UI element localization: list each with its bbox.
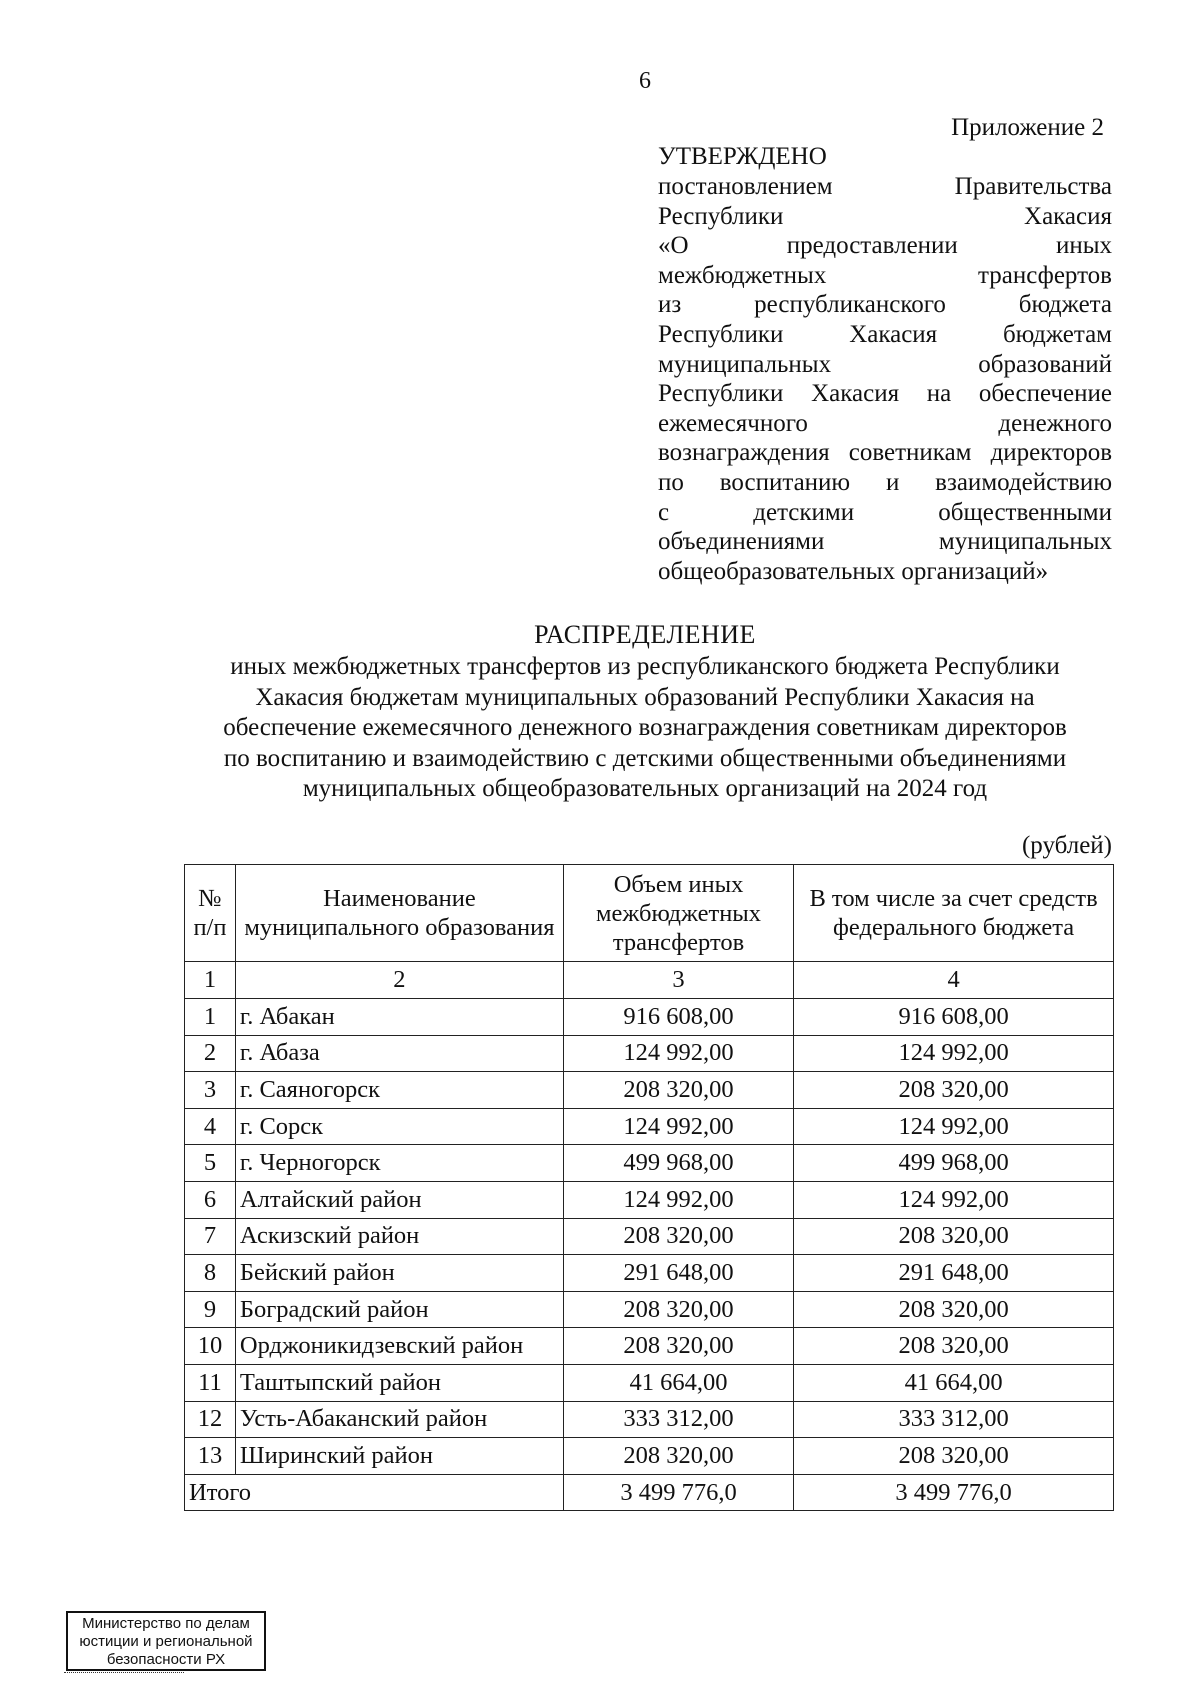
approval-line: по воспитанию и взаимодействию bbox=[658, 468, 1112, 496]
approval-line: «О предоставлении иных bbox=[658, 232, 1112, 260]
row-number: 9 bbox=[185, 1291, 236, 1328]
row-number: 1 bbox=[185, 999, 236, 1036]
federal-share: 208 320,00 bbox=[794, 1218, 1114, 1255]
federal-share: 291 648,00 bbox=[794, 1255, 1114, 1292]
federal-share: 41 664,00 bbox=[794, 1364, 1114, 1401]
stamp-line: Министерство по делам bbox=[82, 1615, 250, 1632]
federal-share: 333 312,00 bbox=[794, 1401, 1114, 1438]
municipality-name: Усть-Абаканский район bbox=[235, 1401, 563, 1438]
approval-line: Республики Хакасия бюджетам bbox=[658, 320, 1112, 348]
header-federal: В том числе за счет средств федерального бюджета bbox=[794, 865, 1114, 962]
table-row bbox=[185, 1145, 1114, 1182]
approval-line: муниципальных образований bbox=[658, 350, 1112, 378]
row-number: 2 bbox=[185, 1035, 236, 1072]
approval-line: постановлением Правительства bbox=[658, 173, 1112, 200]
distribution-title: РАСПРЕДЕЛЕНИЕ bbox=[534, 620, 756, 649]
approval-line: с детскими общественными bbox=[658, 498, 1112, 526]
transfer-volume: 291 648,00 bbox=[563, 1255, 793, 1292]
table-row bbox=[185, 1035, 1114, 1072]
header-volume: Объем иных межбюджетных трансфертов bbox=[563, 865, 793, 962]
approval-line: Республики Хакасия на обеспечение bbox=[658, 380, 1112, 408]
approval-line: Республики Хакасия bbox=[658, 202, 1112, 230]
approval-line: общеобразовательных организаций» bbox=[658, 557, 1049, 585]
column-index: 3 bbox=[563, 962, 793, 999]
approval-line: ежемесячного денежного bbox=[658, 409, 1112, 437]
transfer-volume: 208 320,00 bbox=[563, 1328, 793, 1365]
municipality-name: Ширинский район bbox=[235, 1438, 563, 1475]
municipality-name: г. Саяногорск bbox=[235, 1072, 563, 1109]
subtitle-line: по воспитанию и взаимодействию с детскими общественными объединениями bbox=[223, 744, 1067, 772]
municipality-name: г. Абакан bbox=[235, 999, 563, 1036]
table-total-row bbox=[185, 1474, 1114, 1511]
row-number: 11 bbox=[185, 1364, 236, 1401]
total-label: Итого bbox=[185, 1474, 564, 1511]
row-number: 6 bbox=[185, 1181, 236, 1218]
municipality-name: Боградский район bbox=[235, 1291, 563, 1328]
federal-share: 208 320,00 bbox=[794, 1072, 1114, 1109]
stamp-line: безопасности РХ bbox=[106, 1651, 226, 1668]
appendix-label: Приложение 2 bbox=[951, 114, 1104, 141]
transfer-volume: 124 992,00 bbox=[563, 1181, 793, 1218]
federal-share: 208 320,00 bbox=[794, 1291, 1114, 1328]
row-number: 7 bbox=[185, 1218, 236, 1255]
table-row bbox=[185, 1401, 1114, 1438]
table-header-row bbox=[185, 865, 1114, 962]
header-name: Наименование муниципального образования bbox=[235, 865, 563, 962]
subtitle-line: иных межбюджетных трансфертов из республиканского бюджета Республики bbox=[230, 653, 1060, 680]
municipality-name: Таштыпский район bbox=[235, 1364, 563, 1401]
transfer-volume: 208 320,00 bbox=[563, 1438, 793, 1475]
municipality-name: г. Сорск bbox=[235, 1108, 563, 1145]
federal-share: 208 320,00 bbox=[794, 1328, 1114, 1365]
row-number: 13 bbox=[185, 1438, 236, 1475]
approval-line: вознаграждения советникам директоров bbox=[658, 439, 1112, 467]
table-row bbox=[185, 999, 1114, 1036]
municipality-name: Бейский район bbox=[235, 1255, 563, 1292]
table-row bbox=[185, 1328, 1114, 1365]
transfer-volume: 208 320,00 bbox=[563, 1218, 793, 1255]
table-row bbox=[185, 1181, 1114, 1218]
municipality-name: г. Черногорск bbox=[235, 1145, 563, 1182]
transfer-volume: 208 320,00 bbox=[563, 1072, 793, 1109]
column-index: 2 bbox=[235, 962, 563, 999]
row-number: 5 bbox=[185, 1145, 236, 1182]
approval-line: из республиканского бюджета bbox=[658, 291, 1112, 319]
column-index: 1 bbox=[185, 962, 236, 999]
row-number: 3 bbox=[185, 1072, 236, 1109]
table-row bbox=[185, 1291, 1114, 1328]
federal-share: 499 968,00 bbox=[794, 1145, 1114, 1182]
transfer-volume: 41 664,00 bbox=[563, 1364, 793, 1401]
column-index-row bbox=[185, 962, 1114, 999]
federal-share: 124 992,00 bbox=[794, 1108, 1114, 1145]
row-number: 10 bbox=[185, 1328, 236, 1365]
table-row bbox=[185, 1255, 1114, 1292]
transfer-volume: 124 992,00 bbox=[563, 1108, 793, 1145]
federal-share: 916 608,00 bbox=[794, 999, 1114, 1036]
stamp-line: юстиции и региональной bbox=[79, 1633, 253, 1650]
header-num: № п/п bbox=[185, 865, 236, 962]
subtitle-line: обеспечение ежемесячного денежного вознаграждения советникам директоров bbox=[223, 714, 1067, 741]
subtitle-line: муниципальных общеобразовательных организаций на 2024 год bbox=[302, 775, 988, 802]
approval-block bbox=[658, 142, 1112, 586]
total-volume: 3 499 776,0 bbox=[563, 1474, 793, 1511]
units-label: (рублей) bbox=[1021, 832, 1112, 859]
transfer-volume: 499 968,00 bbox=[563, 1145, 793, 1182]
transfer-volume: 208 320,00 bbox=[563, 1291, 793, 1328]
table-row bbox=[185, 1108, 1114, 1145]
subtitle-line: Хакасия бюджетам муниципальных образований Республики Хакасия на bbox=[255, 683, 1035, 711]
distribution-table bbox=[184, 864, 1114, 1511]
table-row bbox=[185, 1364, 1114, 1401]
stamp-underline bbox=[64, 1672, 184, 1674]
table-row bbox=[185, 1438, 1114, 1475]
federal-share: 124 992,00 bbox=[794, 1035, 1114, 1072]
distribution-subtitle bbox=[140, 652, 1150, 805]
table-row bbox=[185, 1072, 1114, 1109]
row-number: 4 bbox=[185, 1108, 236, 1145]
table-row bbox=[185, 1218, 1114, 1255]
row-number: 12 bbox=[185, 1401, 236, 1438]
federal-share: 124 992,00 bbox=[794, 1181, 1114, 1218]
transfer-volume: 124 992,00 bbox=[563, 1035, 793, 1072]
municipality-name: Аскизский район bbox=[235, 1218, 563, 1255]
approval-title: УТВЕРЖДЕНО bbox=[658, 143, 827, 170]
municipality-name: г. Абаза bbox=[235, 1035, 563, 1072]
transfer-volume: 916 608,00 bbox=[563, 999, 793, 1036]
federal-share: 208 320,00 bbox=[794, 1438, 1114, 1475]
column-index: 4 bbox=[794, 962, 1114, 999]
page-number: 6 bbox=[639, 68, 651, 94]
municipality-name: Орджоникидзевский район bbox=[235, 1328, 563, 1365]
row-number: 8 bbox=[185, 1255, 236, 1292]
approval-line: межбюджетных трансфертов bbox=[658, 261, 1112, 289]
ministry-stamp bbox=[66, 1611, 266, 1671]
approval-line: объединениями муниципальных bbox=[658, 528, 1112, 556]
total-federal: 3 499 776,0 bbox=[794, 1474, 1114, 1511]
municipality-name: Алтайский район bbox=[235, 1181, 563, 1218]
transfer-volume: 333 312,00 bbox=[563, 1401, 793, 1438]
